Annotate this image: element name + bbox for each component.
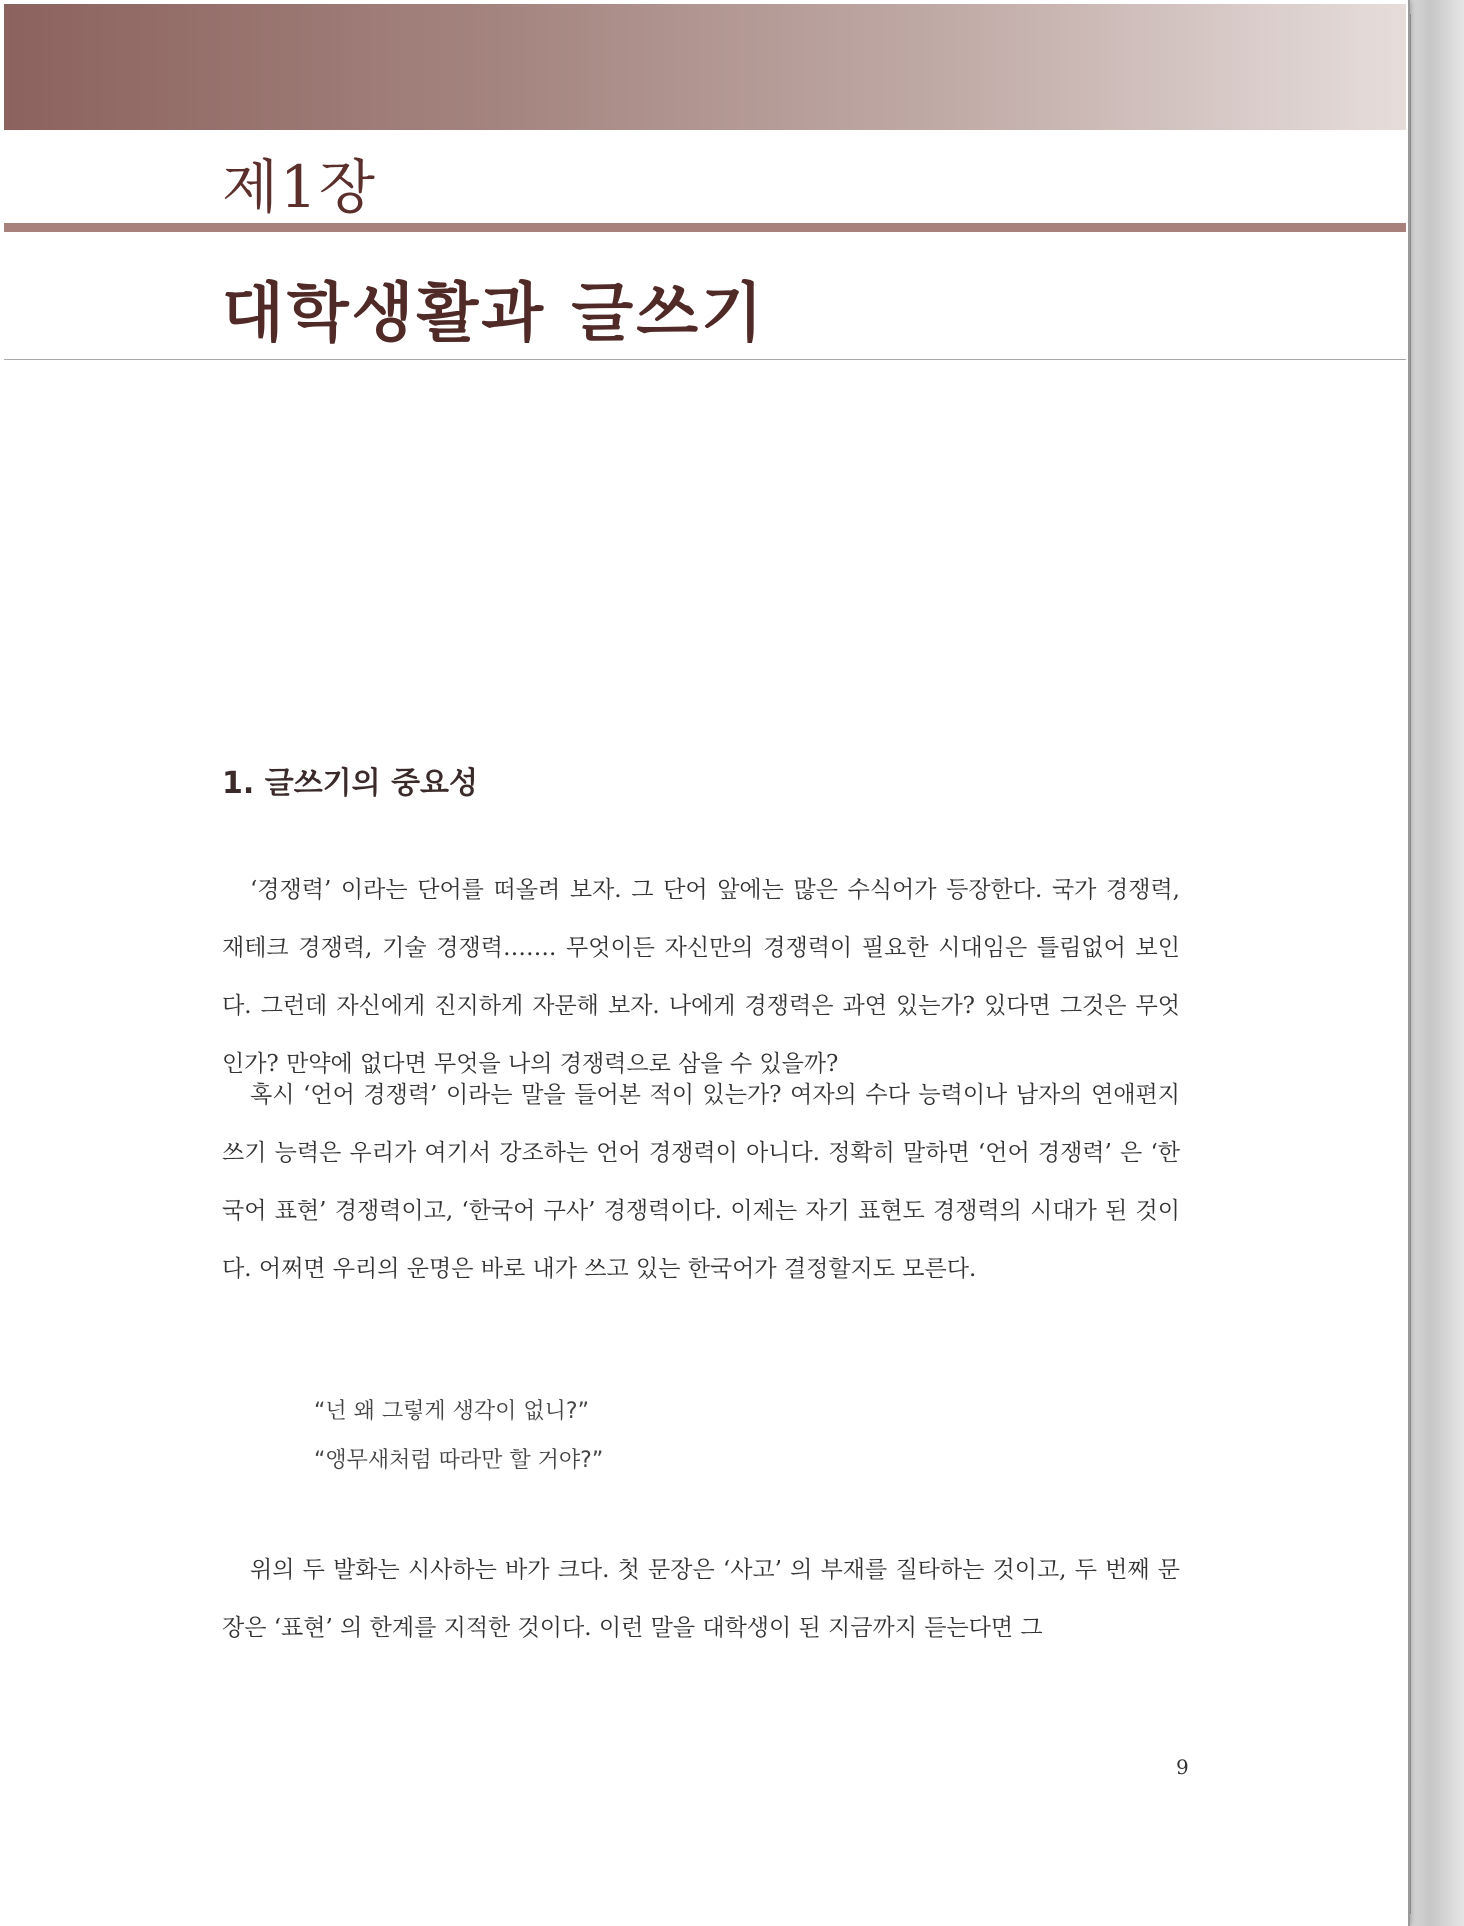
- body-paragraph: ‘경쟁력’ 이라는 단어를 떠올려 보자. 그 단어 앞에는 많은 수식어가 등장한다. 국가 경쟁력, 재테크 경쟁력, 기술 경쟁력……. 무엇이든 자신만의 경쟁력이 필요한 시대임은 틀림없어 보인다. 그런데 자신에게 진지하게 자문해 보자. 나에게 경쟁력은 과연 있는가? 있다면 그것은 무엇인가? 만약에 없다면 무엇을 나의 경쟁력으로 삼을 수 있을까?: [222, 877, 1180, 1077]
- chapter-title: 대학생활과 글쓰기: [222, 277, 766, 351]
- body-paragraph: 위의 두 발화는 시사하는 바가 크다. 첫 문장은 ‘사고’ 의 부재를 질타하는 것이고, 두 번째 문장은 ‘표현’ 의 한계를 지적한 것이다. 이런 말을 대학생이 된 지금까지 듣는다면 그: [222, 1557, 1180, 1641]
- header-gradient-band: [4, 4, 1406, 130]
- page-number: 9: [1176, 1755, 1189, 1779]
- title-divider: [4, 359, 1406, 360]
- section-heading: 1. 글쓰기의 중요성: [222, 766, 479, 801]
- quote-line: “앵무새처럼 따라만 할 거야?”: [314, 1448, 604, 1473]
- body-paragraph: 혹시 ‘언어 경쟁력’ 이라는 말을 들어본 적이 있는가? 여자의 수다 능력이나 남자의 연애편지 쓰기 능력은 우리가 여기서 강조하는 언어 경쟁력이 아니다. 정확히 말하면 ‘언어 경쟁력’ 은 ‘한국어 표현’ 경쟁력이고, ‘한국어 구사’ 경쟁력이다. 이제는 자기 표현도 경쟁력의 시대가 된 것이다. 어쩌면 우리의 운명은 바로 내가 쓰고 있는 한국어가 결정할지도 모른다.: [222, 1082, 1180, 1282]
- chapter-divider: [4, 223, 1406, 232]
- quote-line: “넌 왜 그렇게 생각이 없니?”: [314, 1399, 589, 1424]
- page-edge-stack: [1408, 0, 1464, 1926]
- chapter-number: 제1장: [222, 153, 377, 221]
